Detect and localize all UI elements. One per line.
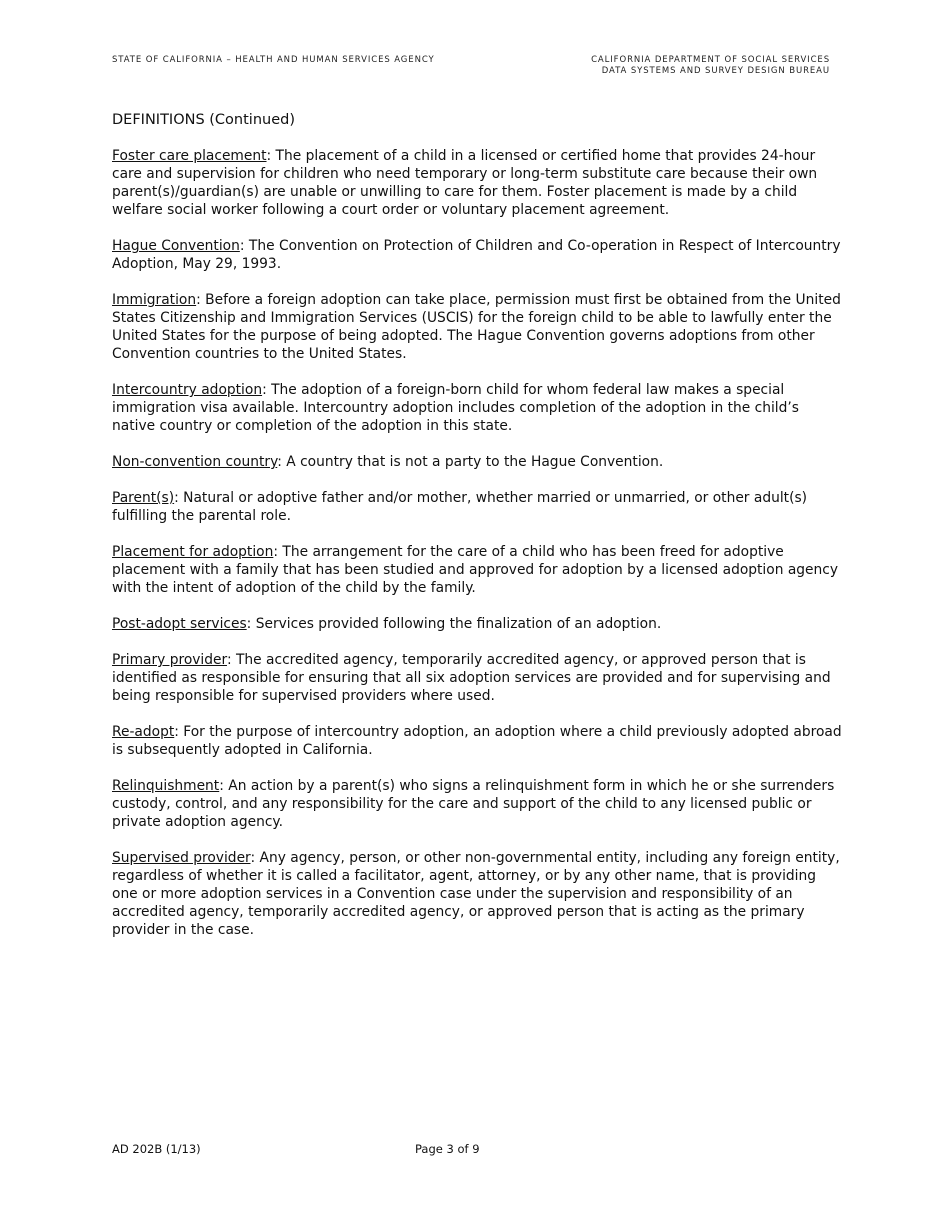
definition-text: : Before a foreign adoption can take place, permission must first be obtained from the United States Citizenship and Immigration Services (USCIS) for the foreign child to be able to lawfully enter the United States for the purpose of being adopted. The Hague Convention governs adoptions from other Convention countries to the United States. [112, 292, 841, 362]
definition-hague-convention [112, 237, 842, 273]
definition-text: : The accredited agency, temporarily accredited agency, or approved person that is identified as responsible for ensuring that all six adoption services are provided and for supervising and being responsible for supervised providers where used. [112, 652, 831, 704]
definition-re-adopt [112, 723, 842, 759]
definition-supervised-provider [112, 849, 842, 939]
definition-term: Supervised provider [112, 850, 251, 866]
definition-text: : A country that is not a party to the Hague Convention. [277, 454, 664, 470]
definition-term: Re-adopt [112, 724, 175, 740]
definition-term: Placement for adoption [112, 544, 274, 560]
definition-text: : The adoption of a foreign-born child for whom federal law makes a special immigration visa available. Intercountry adoption includes completion of the adoption in the child’s native country or completion of the adoption in this state. [112, 382, 799, 434]
definition-text: : For the purpose of intercountry adoption, an adoption where a child previously adopted abroad is subsequently adopted in California. [112, 724, 842, 758]
header-department [591, 55, 830, 77]
definition-placement-for-adoption [112, 543, 842, 597]
section-title: DEFINITIONS (Continued) [112, 112, 295, 128]
definition-foster-care-placement [112, 147, 842, 219]
definition-term: Immigration [112, 292, 197, 308]
definition-term: Intercountry adoption [112, 382, 263, 398]
definition-term: Non-convention country [112, 454, 278, 470]
header-agency: STATE OF CALIFORNIA – HEALTH AND HUMAN SERVICES AGENCY [112, 55, 435, 65]
footer-form-id: AD 202B (1/13) [112, 1142, 201, 1156]
definition-text: : The Convention on Protection of Children and Co-operation in Respect of Intercountry Adoption, May 29, 1993. [112, 238, 841, 272]
definition-post-adopt-services [112, 615, 842, 633]
definition-text: : An action by a parent(s) who signs a relinquishment form in which he or she surrenders custody, control, and any responsibility for the care and support of the child to any licensed public or private adoption agency. [112, 778, 835, 830]
definition-term: Hague Convention [112, 238, 240, 254]
definition-primary-provider [112, 651, 842, 705]
definition-intercountry-adoption [112, 381, 842, 435]
definition-text: : Any agency, person, or other non-governmental entity, including any foreign entity, regardless of whether it is called a facilitator, agent, attorney, or by any other name, that is providing one or more adoption services in a Convention case under the supervision and responsibility of an accredited agency, temporarily accredited agency, or approved person that is acting as the primary provider in the case. [112, 850, 840, 938]
definition-immigration [112, 291, 842, 363]
footer-page-number: Page 3 of 9 [415, 1142, 480, 1156]
header-department-line1: CALIFORNIA DEPARTMENT OF SOCIAL SERVICES [591, 55, 830, 65]
definition-text: : Natural or adoptive father and/or mother, whether married or unmarried, or other adult(s) fulfilling the parental role. [112, 490, 808, 524]
definition-text: : The placement of a child in a licensed or certified home that provides 24-hour care and supervision for children who need temporary or long-term substitute care because their own parent(s)/guardian(s) are unable or unwilling to care for them. Foster placement is made by a child welfare social worker following a court order or voluntary placement agreement. [112, 148, 818, 218]
definitions-list [112, 147, 842, 957]
definition-parents [112, 489, 842, 525]
definition-non-convention-country [112, 453, 842, 471]
definition-term: Post-adopt services [112, 616, 247, 632]
definition-text: : The arrangement for the care of a child who has been freed for adoptive placement with a family that has been studied and approved for adoption by a licensed adoption agency with the intent of adoption of the child by the family. [112, 544, 839, 596]
definition-text: : Services provided following the finalization of an adoption. [246, 616, 662, 632]
definition-term: Parent(s) [112, 490, 175, 506]
definition-term: Foster care placement [112, 148, 267, 164]
header-department-line2: DATA SYSTEMS AND SURVEY DESIGN BUREAU [601, 66, 830, 76]
definition-relinquishment [112, 777, 842, 831]
definition-term: Relinquishment [112, 778, 220, 794]
definition-term: Primary provider [112, 652, 227, 668]
